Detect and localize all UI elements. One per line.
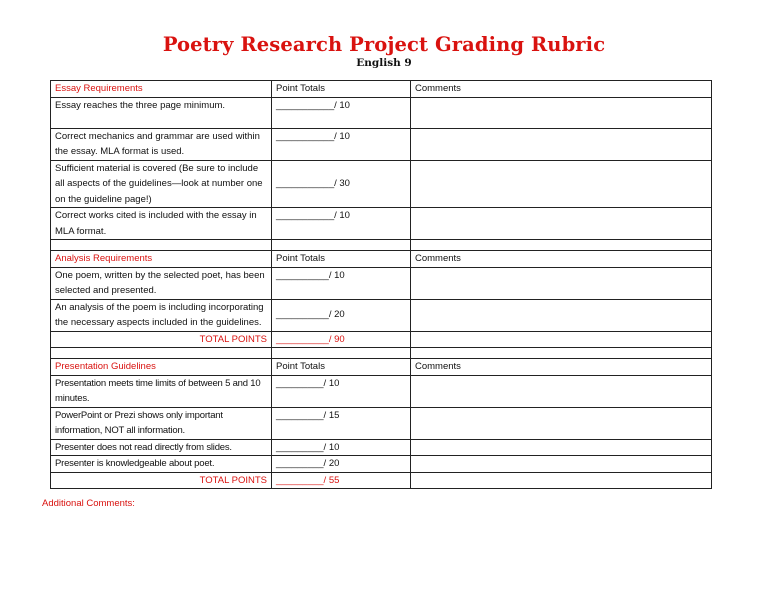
comment-cell[interactable]: [411, 299, 712, 331]
presentation-section-header: Presentation Guidelines: [51, 359, 272, 376]
criterion-text: PowerPoint or Prezi shows only important information, NOT all information.: [51, 407, 272, 439]
grading-rubric-table: [50, 80, 712, 489]
total-points-label: TOTAL POINTS: [51, 472, 272, 489]
table-row: [51, 128, 712, 160]
criterion-text: Presenter does not read directly from slides.: [51, 439, 272, 456]
criterion-text: An analysis of the poem is including incorporating the necessary aspects included in the guidelines.: [51, 299, 272, 331]
additional-comments-label: Additional Comments:: [42, 498, 135, 509]
criterion-text: Presenter is knowledgeable about poet.: [51, 456, 272, 473]
total-score-field[interactable]: __________/ 90: [272, 331, 411, 348]
table-row: [51, 375, 712, 407]
comment-cell[interactable]: [411, 160, 712, 208]
total-points-label: TOTAL POINTS: [51, 331, 272, 348]
criterion-text: Essay reaches the three page minimum.: [51, 97, 272, 128]
score-field[interactable]: _________/ 10: [272, 375, 411, 407]
score-field[interactable]: _________/ 20: [272, 456, 411, 473]
criterion-text: Presentation meets time limits of between 5 and 10 minutes.: [51, 375, 272, 407]
comments-header: Comments: [411, 359, 712, 376]
total-row: [51, 331, 712, 348]
total-score-field[interactable]: _________/ 55: [272, 472, 411, 489]
comments-header: Comments: [411, 81, 712, 98]
table-row: [51, 97, 712, 128]
analysis-section-header: Analysis Requirements: [51, 251, 272, 268]
score-field[interactable]: __________/ 20: [272, 299, 411, 331]
comments-header: Comments: [411, 251, 712, 268]
point-totals-header: Point Totals: [272, 359, 411, 376]
comment-cell: [411, 472, 712, 489]
comment-cell[interactable]: [411, 407, 712, 439]
presentation-header-row: [51, 359, 712, 376]
analysis-header-row: [51, 251, 712, 268]
criterion-text: Sufficient material is covered (Be sure to include all aspects of the guidelines—look at number one on the guideline page!): [51, 160, 272, 208]
spacer-row: [51, 348, 712, 359]
score-field[interactable]: ___________/ 10: [272, 97, 411, 128]
table-row: [51, 160, 712, 208]
essay-section-header: Essay Requirements: [51, 81, 272, 98]
point-totals-header: Point Totals: [272, 251, 411, 268]
comment-cell[interactable]: [411, 208, 712, 240]
point-totals-header: Point Totals: [272, 81, 411, 98]
essay-header-row: [51, 81, 712, 98]
comment-cell[interactable]: [411, 97, 712, 128]
comment-cell[interactable]: [411, 128, 712, 160]
score-field[interactable]: ___________/ 10: [272, 208, 411, 240]
table-row: [51, 267, 712, 299]
score-field[interactable]: __________/ 10: [272, 267, 411, 299]
table-row: [51, 208, 712, 240]
score-field[interactable]: _________/ 10: [272, 439, 411, 456]
criterion-text: Correct mechanics and grammar are used within the essay. MLA format is used.: [51, 128, 272, 160]
table-row: [51, 456, 712, 473]
criterion-text: One poem, written by the selected poet, has been selected and presented.: [51, 267, 272, 299]
score-field[interactable]: ___________/ 30: [272, 160, 411, 208]
spacer-row: [51, 240, 712, 251]
total-row: [51, 472, 712, 489]
page-title: Poetry Research Project Grading Rubric: [162, 33, 606, 56]
comment-cell[interactable]: [411, 439, 712, 456]
criterion-text: Correct works cited is included with the essay in MLA format.: [51, 208, 272, 240]
score-field[interactable]: _________/ 15: [272, 407, 411, 439]
score-field[interactable]: ___________/ 10: [272, 128, 411, 160]
table-row: [51, 439, 712, 456]
comment-cell[interactable]: [411, 267, 712, 299]
comment-cell: [411, 331, 712, 348]
comment-cell[interactable]: [411, 456, 712, 473]
page-subtitle: English 9: [356, 57, 412, 69]
table-row: [51, 299, 712, 331]
table-row: [51, 407, 712, 439]
comment-cell[interactable]: [411, 375, 712, 407]
